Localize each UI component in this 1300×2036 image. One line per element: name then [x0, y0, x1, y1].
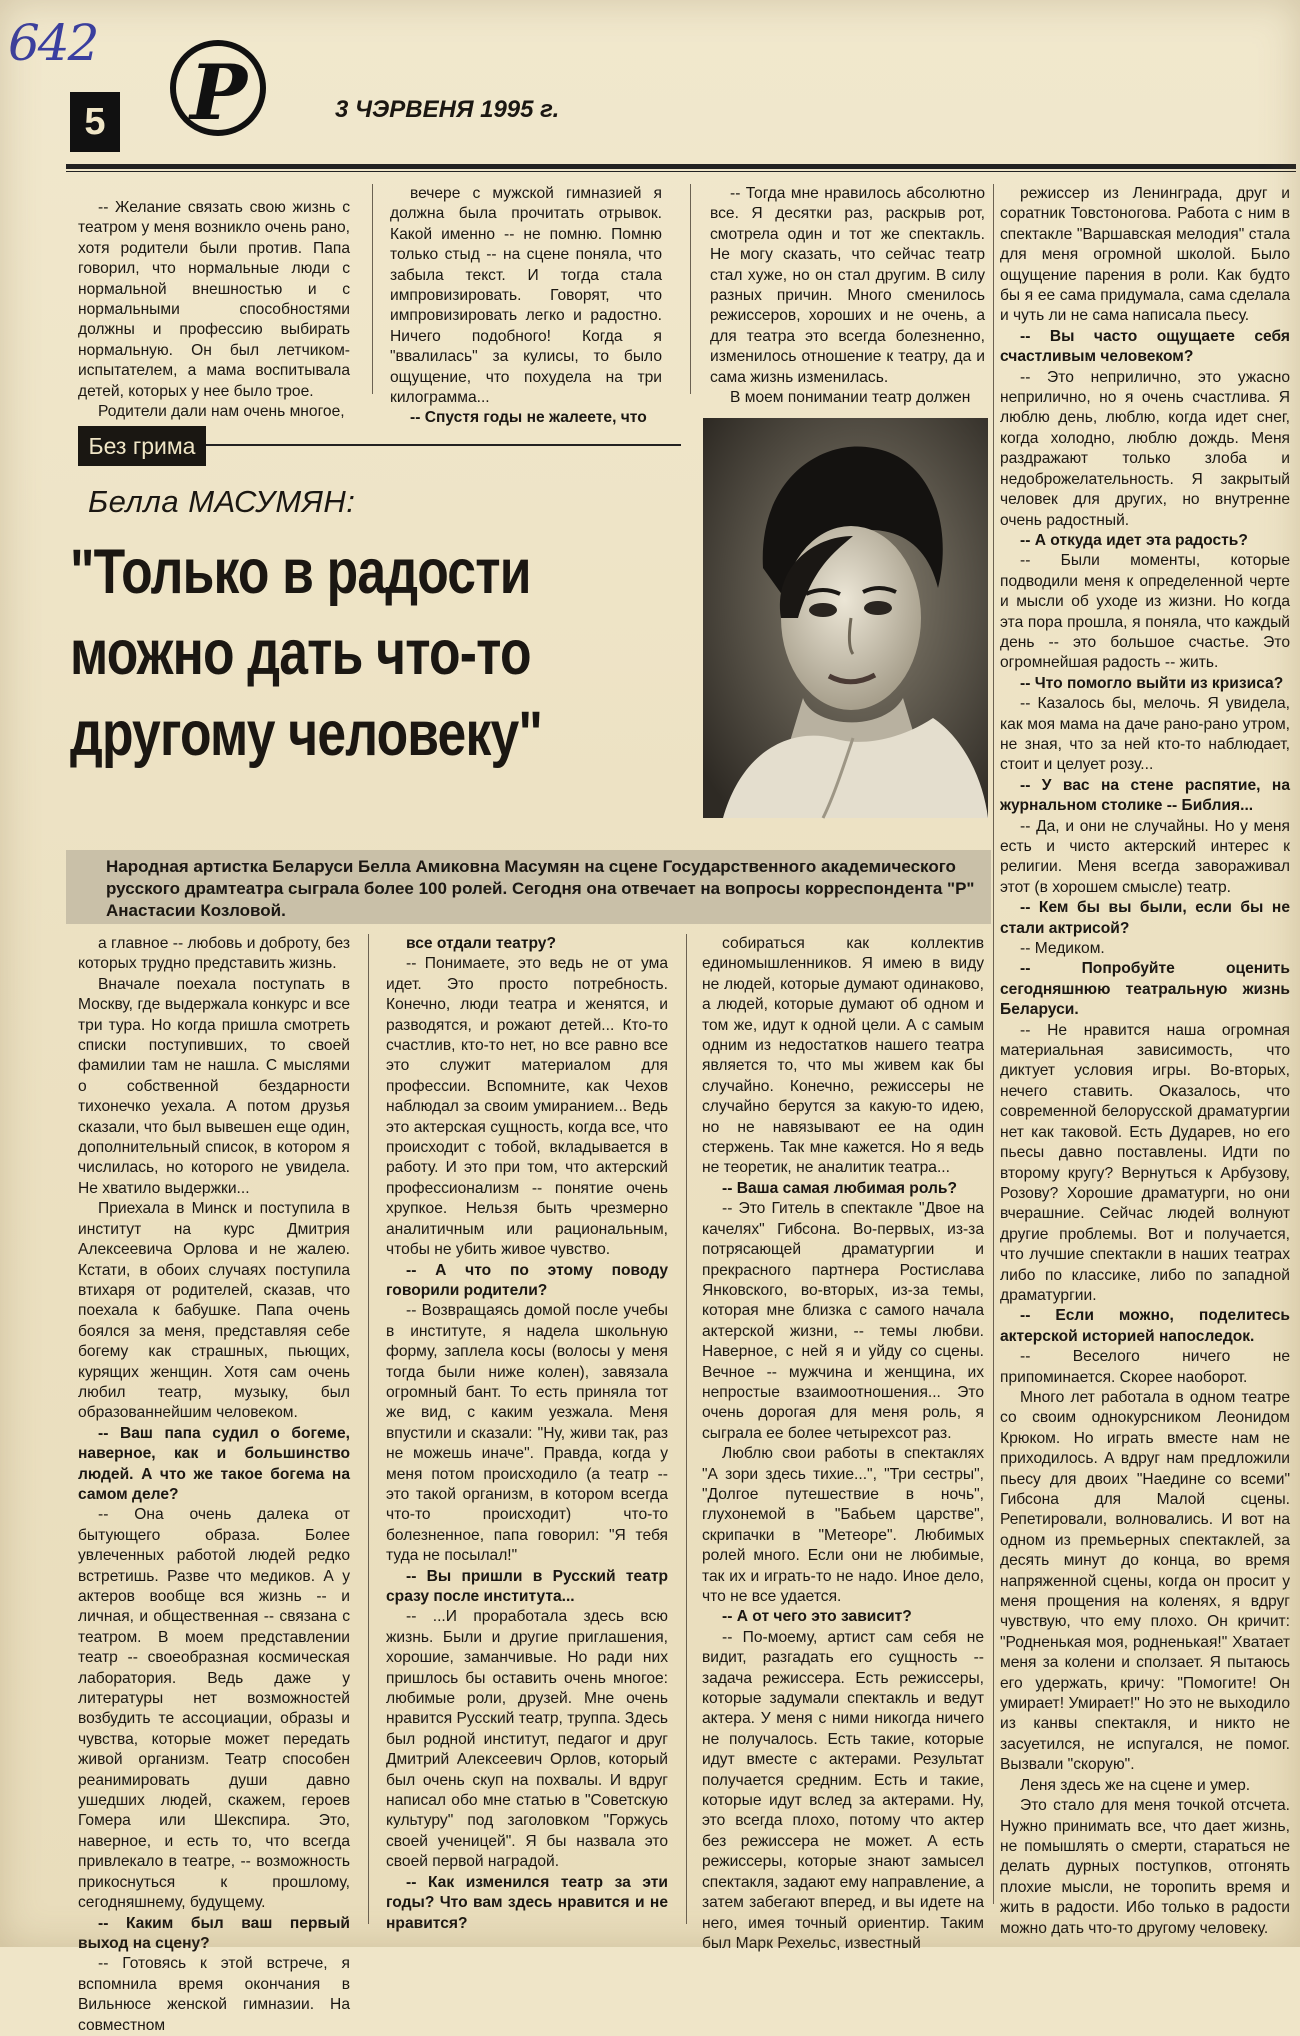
- interview-question: -- Кем бы вы были, если бы не стали актрисой?: [1000, 899, 1290, 937]
- interview-question: все отдали театру?: [406, 935, 556, 952]
- issue-date: 3 ЧЭРВЕНЯ 1995 г.: [335, 96, 560, 123]
- interviewee-name: Белла МАСУМЯН:: [88, 484, 356, 519]
- top-column-2: [390, 184, 662, 429]
- column-divider: [993, 184, 994, 1904]
- handwritten-page-note: 642: [8, 14, 98, 72]
- article-paragraph: -- Да, и они не случайны. Но у меня есть и чисто актерский интерес к религии. Меня всегда завораживал этот (в хорошем смысле) театр.: [1000, 817, 1290, 896]
- article-paragraph: -- Возвращаясь домой после учебы в институте, я надела школьную форму, заплела косы (волосы у меня тогда были ниже колен), завязала огромный бант. То есть приняла тот же вид, с каким уезжала. Меня впустили и сказали: "Ну, живи так, раз не можешь иначе". Правда, когда у меня потом происходило (а театр -- это такой организм, в котором всегда что-то происходит) что-то болезненное, папа говорил: "Я тебя туда не посылал!": [386, 1302, 668, 1565]
- article-paragraph: -- По-моему, артист сам себя не видит, разгадать его сущность -- задача режиссера. Есть режиссеры, которые задумали спектакль и ведут актера. У меня с ними никогда ничего не получалось. Есть такие, которые идут вместе с актерами. Результат получается средним. Есть и такие, которые идут вслед за актерами. Ну, это всегда плохо, потому что актер без режиссера не может. А есть режиссеры, которые знают замысел спектакля, задают ему направление, а затем забегают вперед, и вы идете на него, имея точный ориентир. Таким был Марк Рехельс, известный: [702, 1628, 984, 1952]
- article-paragraph: -- Веселого ничего не припоминается. Скорее наоборот.: [1000, 1348, 1290, 1386]
- article-paragraph: Леня здесь же на сцене и умер.: [1020, 1776, 1251, 1794]
- interview-question: -- Попробуйте оценить сегодняшнюю театральную жизнь Беларуси.: [1000, 960, 1290, 1019]
- logo-letter: Р: [190, 48, 248, 137]
- interview-question: -- Ваша самая любимая роль?: [722, 1179, 957, 1197]
- interview-question: -- Вы часто ощущаете себя счастливым человеком?: [1000, 327, 1290, 366]
- portrait-illustration: [703, 418, 988, 818]
- bottom-column-1: [78, 934, 350, 2036]
- interview-question: -- А откуда идет эта радость?: [1020, 531, 1248, 549]
- article-paragraph: -- Она очень далека от бытующего образа. Более увлеченных работой людей редко встретишь. Разве что медиков. А у актеров вообще вся жизнь -- и личная, и общественная -- связана с театром. В моем представлении театр -- своеобразная космическая лаборатория. Ведь даже у литературы нет возможностей возбудить те ассоциации, образы и чувства, которые может передать живой организм. Театр способен реанимировать души давно ушедших людей, скажем, героев Гомера или Шекспира. Это, наверное, и есть то, что всегда привлекало в театре, -- возможность прикоснуться к прошлому, сегодняшнему, будущему.: [78, 1506, 350, 1912]
- interview-question: -- Каким был ваш первый выход на сцену?: [78, 1914, 350, 1952]
- column-divider: [690, 184, 691, 394]
- right-column: [1000, 184, 1290, 1939]
- article-paragraph: Приехала в Минск и поступила в институт на курс Дмитрия Алексеевича Орлова и не жалею. Кстати, в обоих случаях поступила втихаря от родителей, сказав, что поехала к бабушке. Папа очень боялся за меня, представляя себе богему как страшных, пьющих, курящих женщин. Хотя сам очень любил театр, музыку, был образованнейшим человеком.: [78, 1200, 350, 1422]
- article-paragraph: собираться как коллектив единомышленников. Я имею в виду не людей, которые думают одинаково, а людей, которые думают об одном и том же, идут к одной цели. А с самым одним из недостатков нашего театра является то, что мы живем как бы случайно. Конечно, режиссеры не случайно берутся за какую-то идею, но не навязывают ее на один стержень. Так мне кажется. Но я ведь не теоретик, не аналитик театра...: [702, 935, 984, 1177]
- headline: [70, 532, 562, 775]
- article-paragraph: -- ...И проработала здесь всю жизнь. Были и другие приглашения, хорошие, заманчивые. Но ради них пришлось бы оставить очень многое: любимые роли, друзей. Мне очень нравится Русский театр, труппа. Здесь был родной институт, педагог и друг Дмитрий Алексеевич Орлов, который был очень скуп на похвалы. И вдруг написал обо мне статью в "Советскую культуру" под заголовком "Горжусь своей ученицей". Я бы назвала это своей первой наградой.: [386, 1608, 668, 1871]
- article-paragraph: режиссер из Ленинграда, друг и соратник Товстоногова. Работа с ним в спектакле "Варшавская мелодия" стала для меня огромной школой. Было ощущение парения в роли. Как будто бы я ее сама придумала, сама сделала и чуть ли не сама написала пьесу.: [1000, 185, 1290, 325]
- rubric-label: Без грима: [78, 426, 206, 466]
- column-divider: [686, 934, 687, 1924]
- article-paragraph: -- Медиком.: [1020, 940, 1105, 958]
- column-divider: [368, 934, 369, 1924]
- bottom-column-3: [702, 934, 984, 1954]
- interview-question: -- Если можно, поделитесь актерской историей напоследок.: [1000, 1307, 1290, 1345]
- rubric-rule: [206, 444, 681, 446]
- interview-question: -- Вы пришли в Русский театр сразу после института...: [386, 1567, 668, 1605]
- bottom-column-2: [386, 934, 668, 1934]
- article-paragraph: Это стало для меня точкой отсчета. Нужно принимать все, что дает жизнь, не помышлять о смерти, стараться не делать дурных поступков, отгонять плохие мысли, не торопить время и жить в радости. Ибо только в радости можно дать что-то другому человеку.: [1000, 1797, 1290, 1937]
- article-paragraph: Много лет работала в одном театре со своим однокурсником Леонидом Крюком. Но играть вместе нам не приходилось. А вдруг нам предложили пьесу для двоих "Наедине со всеми" Гибсона для Малой сцены. Репетировали, волновались. И вот на одном из премьерных спектаклей, за десять минут до конца, во время напряженной сцены, когда он просит у меня прощения на коленях, я вдруг чувствую, что ему плохо. Он кричит: "Родненькая моя, родненькая!" Хватает меня за колени и сползает. Я пытаюсь его удержать, кричу: "Помогите! Он умирает! Умирает!" Но это не выходило из канвы спектакля, и никто не засуетился, не испугался, не помог. Вызвали "скорую".: [1000, 1388, 1290, 1774]
- article-paragraph: -- Это Гитель в спектакле "Двое на качелях" Гибсона. Во-первых, из-за потрясающей драматургии и прекрасного партнера Ростислава Янковского, во-вторых, из-за темы, которая мне близка с самого начала актерской жизни, -- темы любви. Наверное, с ней я и уйду со сцены. Вечное -- мужчина и женщина, их непростые взаимоотношения... Это очень дорогая для меня роль, я сыграла ее более четырехсот раз.: [702, 1200, 984, 1442]
- headline-line-3: другому человеку": [70, 699, 543, 769]
- interview-question: -- Спустя годы не жалеете, что: [410, 409, 647, 427]
- article-paragraph: -- Готовясь к этой встрече, я вспомнила время окончания в Вильнюсе женской гимназии. На совместном: [78, 1955, 350, 2034]
- interview-question: -- А от чего это зависит?: [722, 1608, 912, 1626]
- header-rule-thin: [66, 171, 1296, 172]
- page-number: 5: [70, 92, 120, 152]
- interview-question: -- Как изменился театр за эти годы? Что вам здесь нравится и не нравится?: [386, 1873, 668, 1932]
- interview-question: -- Ваш папа судил о богеме, наверное, как и большинство людей. А что же такое богема на самом деле?: [78, 1424, 350, 1503]
- article-paragraph: В моем понимании театр должен: [730, 389, 971, 407]
- lead-paragraph: Народная артистка Беларуси Белла Амиковна Масумян на сцене Государственного академического русского драмтеатра сыграла более 100 ролей. Сегодня она отвечает на вопросы корреспондента "Р" Анастасии Козловой.: [66, 850, 991, 924]
- article-paragraph: Родители дали нам очень многое,: [98, 403, 345, 421]
- portrait-photo: [703, 418, 988, 818]
- article-paragraph: Люблю свои работы в спектаклях "А зори здесь тихие...", "Три сестры", "Долгое путешествие в ночь", глухонемой в "Бабьем царстве", скрипачки в "Метеоре". Любимых ролей много. Если они не любимые, так их и играть-то не надо. Иное дело, что не все удается.: [702, 1445, 984, 1605]
- article-paragraph: -- Казалось бы, мелочь. Я увидела, как моя мама на даче рано-рано утром, не зная, что за ней кто-то наблюдает, стоит и целует розу...: [1000, 695, 1290, 774]
- column-divider: [372, 184, 373, 394]
- interview-question: -- Что помогло выйти из кризиса?: [1020, 674, 1284, 692]
- article-paragraph: Вначале поехала поступать в Москву, где выдержала конкурс и все три тура. Но когда пришла смотреть списки поступивших, то своей фамилии там не нашла. С мыслями о собственной бездарности тихонечко уехала. А потом друзья сказали, что был вывешен еще один, дополнительный список, в котором я числилась, но которого не увидела. Не хватило выдержки...: [78, 975, 350, 1197]
- interview-question: -- А что по этому поводу говорили родители?: [386, 1261, 668, 1299]
- article-paragraph: -- Это неприлично, это ужасно неприлично, но я очень счастлива. Я люблю день, люблю, когда идет снег, когда холодно, люблю дождь. Меня раздражают только злоба и недоброжелательность. Я закрытый человек для других, но внутренне очень радостный.: [1000, 368, 1290, 529]
- headline-line-2: можно дать что-то: [70, 618, 531, 688]
- newspaper-logo: [170, 30, 270, 150]
- article-paragraph: -- Не нравится наша огромная материальная зависимость, что диктует условия игры. Во-вторых, нечего ставить. Оказалось, что современной белорусской драматургии нет как таковой. Есть Дударев, но его пьесы давно поставлены. Идти по второму кругу? Вернуться к Арбузову, Розову? Хорошие драматурги, но они вчерашние. Сейчас людей волнуют другие проблемы. Вот и получается, что лучшие спектакли в наших театрах либо по классике, либо по западной драматургии.: [1000, 1021, 1290, 1304]
- top-column-3: [710, 184, 985, 408]
- article-paragraph: -- Были моменты, которые подводили меня к определенной черте и мысли об уходе из жизни. Но когда эта пора прошла, я поняла, что каждый день -- это большое счастье. Это огромнейшая радость -- жить.: [1000, 552, 1290, 672]
- article-paragraph: а главное -- любовь и доброту, без которых трудно представить жизнь.: [78, 935, 350, 973]
- article-paragraph: вечере с мужской гимназией я должна была прочитать отрывок. Какой именно -- не помню. Помню только стыд -- на сцене поняла, что забыла текст. И тогда стала импровизировать. Говорят, что импровизировать легко и радостно. Ничего подобного! Когда я "ввалилась" за кулисы, то было ощущение, что похудела на три килограмма...: [390, 185, 662, 407]
- top-column-1: [78, 198, 350, 422]
- article-paragraph: -- Понимаете, это ведь не от ума идет. Это просто потребность. Конечно, люди театра и женятся, и разводятся, и рожают детей... Кто-то счастлив, кто-то нет, но все равно все это служит материалом для профессии. Вспомните, как Чехов наблюдал за своим умиранием... Ведь это актерская сущность, когда все, что происходит с тобой, вкладывается в работу. И это при том, что актерский профессионализм -- понятие очень хрупкое. Нельзя быть чрезмерно аналитичным или рациональным, чтобы не убить живое чувство.: [386, 955, 668, 1259]
- article-paragraph: -- Желание связать свою жизнь с театром у меня возникло очень рано, хотя родители были против. Папа говорил, что нормальные люди с нормальной внешностью и с нормальными способностями должны и профессию выбирать нормальную. Он был летчиком-испытателем, а мама воспитывала детей, которых у нее было трое.: [78, 199, 350, 400]
- interview-question: -- У вас на стене распятие, на журнальном столике -- Библия...: [1000, 776, 1290, 815]
- headline-line-1: "Только в радости: [70, 537, 531, 607]
- article-paragraph: -- Тогда мне нравилось абсолютно все. Я десятки раз, раскрыв рот, смотрела один и тот же спектакль. Не могу сказать, что сейчас театр стал хуже, но он стал другим. В силу разных причин. Много сменилось режиссеров, хороших и не очень, а для театра это всегда болезненно, изменилось отношение к театру, да и сама жизнь изменилась.: [710, 185, 985, 386]
- header-rule: [66, 164, 1296, 169]
